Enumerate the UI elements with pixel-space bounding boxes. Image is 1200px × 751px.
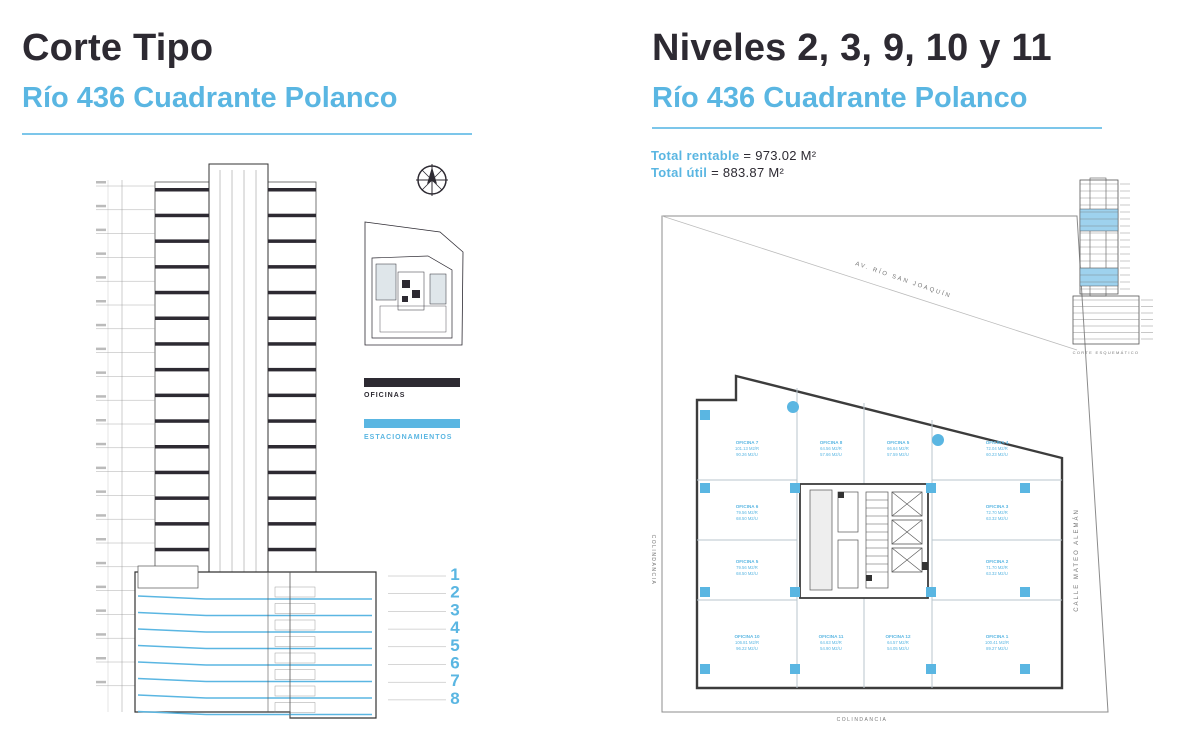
office-name: OFICINA 11 bbox=[818, 634, 844, 639]
office-area: 79.56 M2/R bbox=[736, 510, 758, 515]
legend-label-parking: ESTACIONAMIENTOS bbox=[364, 434, 453, 441]
legend-swatch-parking bbox=[364, 419, 460, 428]
office-floor-slab bbox=[155, 291, 209, 295]
office-area: 54.90 M2/U bbox=[820, 646, 842, 651]
office-area: 57.66 M2/U bbox=[820, 452, 842, 457]
total-rentable-label: Total rentable bbox=[651, 148, 740, 163]
street-line bbox=[662, 216, 1077, 350]
office-floor-slab bbox=[268, 368, 316, 372]
total-rentable-value: = 973.02 M² bbox=[743, 148, 817, 163]
office-name: OFICINA 6 bbox=[735, 504, 759, 509]
office-name: OFICINA 7 bbox=[735, 440, 759, 445]
office-area: 96.22 M2/U bbox=[736, 646, 758, 651]
office-name: OFICINA 1 bbox=[985, 634, 1009, 639]
parking-level-number: 4 bbox=[450, 618, 460, 638]
office-floor-slab bbox=[268, 265, 316, 269]
total-util-value: = 883.87 M² bbox=[711, 165, 785, 180]
street-label-right: CALLE MATEO ALEMÁN bbox=[1074, 508, 1080, 612]
building-core bbox=[800, 484, 928, 598]
office-floor-slab bbox=[268, 214, 316, 218]
office-floor-slab bbox=[155, 471, 209, 475]
office-area: 64.56 M2/R bbox=[820, 446, 842, 451]
office-area: 106.81 M2/R bbox=[735, 640, 759, 645]
office-area: 63.32 M2/U bbox=[986, 571, 1008, 576]
office-floor-slab bbox=[268, 496, 316, 500]
office-floor-slab bbox=[155, 368, 209, 372]
parking-level-number: 7 bbox=[450, 671, 460, 691]
office-area: 101.13 M2/R bbox=[735, 446, 759, 451]
office-name: OFICINA 12 bbox=[885, 634, 911, 639]
office-floor-slab bbox=[268, 394, 316, 398]
office-name: OFICINA 5 bbox=[886, 440, 910, 445]
office-floor-slab bbox=[155, 548, 209, 552]
office-floor-slab bbox=[268, 239, 316, 243]
office-area: 90.26 M2/U bbox=[736, 452, 758, 457]
parking-level-number: 5 bbox=[450, 635, 460, 655]
office-floor-slab bbox=[155, 445, 209, 449]
office-floor-slab bbox=[268, 291, 316, 295]
office-floor-slab bbox=[155, 265, 209, 269]
office-floor-slab bbox=[268, 548, 316, 552]
office-name: OFICINA 4 bbox=[985, 440, 1009, 445]
office-floor-slab bbox=[268, 188, 316, 192]
key-plan bbox=[365, 222, 463, 345]
office-name: OFICINA 3 bbox=[985, 504, 1009, 509]
office-floor-slab bbox=[268, 342, 316, 346]
street-label-top: AV. RÍO SAN JOAQUÍN bbox=[854, 261, 953, 300]
office-floor-slab bbox=[155, 394, 209, 398]
floor-plan-title: Niveles 2, 3, 9, 10 y 11 bbox=[652, 27, 1052, 69]
office-area: 68.50 M2/U bbox=[736, 571, 758, 576]
office-area: 57.59 M2/U bbox=[887, 452, 909, 457]
parking-level-number: 1 bbox=[450, 565, 460, 584]
office-floor-slab bbox=[155, 342, 209, 346]
total-util-label: Total útil bbox=[651, 165, 708, 180]
office-floor-slab bbox=[155, 188, 209, 192]
office-floor-slab bbox=[268, 445, 316, 449]
office-area: 63.32 M2/U bbox=[986, 516, 1008, 521]
parking-level-number: 8 bbox=[450, 688, 460, 708]
parking-level-number: 2 bbox=[450, 582, 460, 602]
parking-level-number: 6 bbox=[450, 653, 460, 673]
office-area: 66.64 M2/R bbox=[887, 446, 909, 451]
office-name: OFICINA 10 bbox=[734, 634, 760, 639]
tower bbox=[155, 164, 316, 603]
office-floor-slab bbox=[155, 214, 209, 218]
floor-plan-subtitle: Río 436 Cuadrante Polanco bbox=[652, 82, 1028, 114]
office-area: 100.41 M2/R bbox=[985, 640, 1009, 645]
office-floor-slab bbox=[268, 317, 316, 321]
floor-plan-panel bbox=[600, 0, 1200, 751]
office-name: OFICINA 8 bbox=[819, 440, 843, 445]
office-area: 89.27 M2/U bbox=[986, 646, 1008, 651]
office-area: 72.70 M2/R bbox=[986, 510, 1008, 515]
office-area: 64.63 M2/R bbox=[820, 640, 842, 645]
office-floor-slab bbox=[268, 419, 316, 423]
office-name: OFICINA 2 bbox=[985, 559, 1009, 564]
office-area: 72.04 M2/R bbox=[986, 446, 1008, 451]
office-area: 54.05 M2/U bbox=[887, 646, 909, 651]
section-subtitle: Río 436 Cuadrante Polanco bbox=[22, 82, 398, 114]
office-floor-slab bbox=[155, 522, 209, 526]
section-title: Corte Tipo bbox=[22, 27, 214, 69]
office-floor-slab bbox=[268, 522, 316, 526]
office-floor-slab bbox=[155, 419, 209, 423]
office-floor-slab bbox=[155, 239, 209, 243]
street-label-bottom: COLINDANCIA bbox=[836, 717, 888, 723]
street-label-left: COLINDANCIA bbox=[650, 534, 656, 586]
office-floor-slab bbox=[155, 317, 209, 321]
mini-section-label: CORTE ESQUEMÁTICO bbox=[1072, 350, 1140, 355]
mini-section bbox=[1073, 178, 1153, 344]
legend-label-offices: OFICINAS bbox=[364, 392, 406, 399]
office-name: OFICINA 5 bbox=[735, 559, 759, 564]
office-floor-slab bbox=[155, 496, 209, 500]
north-arrow-icon bbox=[416, 164, 448, 196]
parking-level-number: 3 bbox=[450, 600, 460, 620]
legend-swatch-offices bbox=[364, 378, 460, 387]
office-area: 71.70 M2/R bbox=[986, 565, 1008, 570]
floor-plan-drawing bbox=[600, 0, 1200, 751]
office-area: 68.50 M2/U bbox=[736, 516, 758, 521]
office-floor-slab bbox=[268, 471, 316, 475]
parking-section bbox=[135, 566, 376, 718]
office-area: 60.23 M2/U bbox=[986, 452, 1008, 457]
office-area: 79.56 M2/R bbox=[736, 565, 758, 570]
office-area: 64.57 M2/R bbox=[887, 640, 909, 645]
